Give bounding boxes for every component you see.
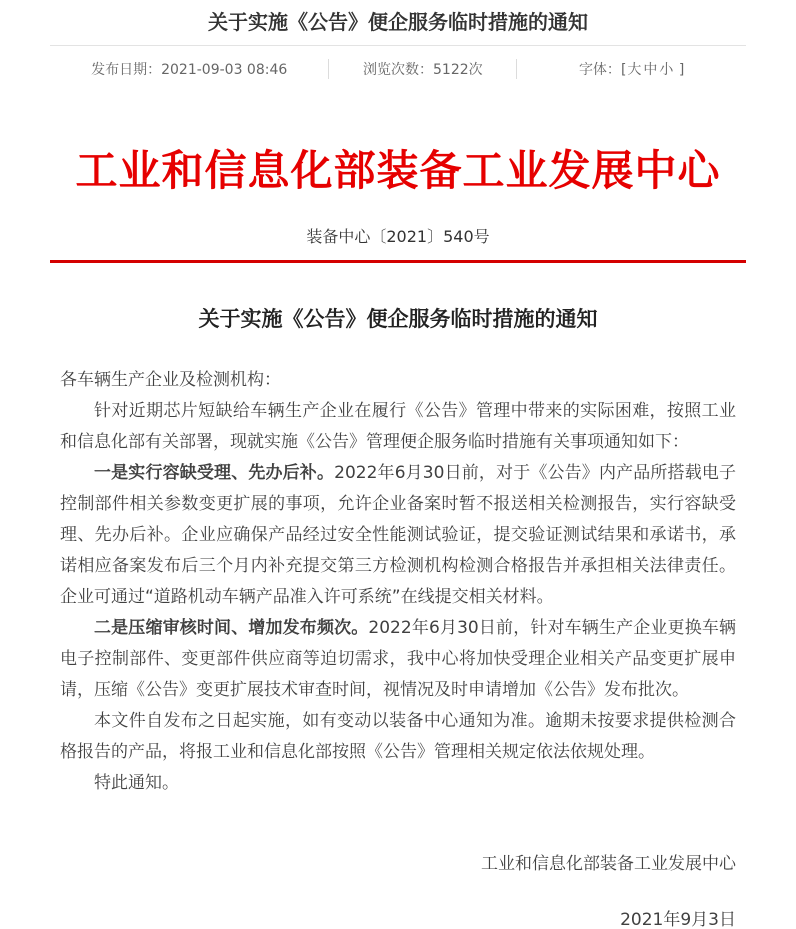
- publish-date-label: 发布日期：: [91, 62, 162, 78]
- signature-org: 工业和信息化部装备工业发展中心: [481, 854, 736, 874]
- view-count-label: 浏览次数：: [363, 62, 434, 78]
- font-size-bracket-close: ]: [674, 62, 685, 78]
- font-size-switcher: [516, 59, 746, 79]
- letterhead-org-title: 工业和信息化部装备工业发展中心: [75, 146, 721, 195]
- signature-block: [60, 849, 736, 929]
- font-size-option-large[interactable]: 大: [627, 62, 642, 78]
- paragraph-measure-2-lead: 二是压缩审核时间、增加发布频次。: [94, 618, 369, 638]
- publish-date-value: 2021-09-03 08:46: [161, 62, 288, 78]
- font-size-option-small[interactable]: 小: [659, 62, 674, 78]
- publish-date: [50, 59, 328, 79]
- font-size-label: 字体：: [578, 62, 621, 78]
- signature-date: 2021年9月3日: [620, 910, 736, 929]
- page-title: 关于实施《公告》便企服务临时措施的通知: [208, 10, 588, 34]
- document-title: 关于实施《公告》便企服务临时措施的通知: [198, 306, 598, 331]
- paragraph-measure-2-text: 2022年6月30日前，针对车辆生产企业更换车辆电子控制部件、变更部件供应商等迫切需求，我中心将加快受理企业相关产品变更扩展申请，压缩《公告》变更扩展技术审查时间，视情况及时申请增加《公告》发布批次。: [60, 618, 736, 700]
- salutation: 各车辆生产企业及检测机构：: [60, 370, 281, 390]
- paragraph-measure-1: [60, 458, 736, 613]
- document-body: [50, 365, 746, 929]
- official-document: [50, 143, 746, 929]
- meta-bar: [50, 46, 746, 91]
- paragraph-measure-1-text: 2022年6月30日前，对于《公告》内产品所搭载电子控制部件相关参数变更扩展的事项，允许企业备案时暂不报送相关检测报告，实行容缺受理、先办后补。企业应确保产品经过安全性能测试验证，提交验证测试结果和承诺书，承诺相应备案发布后三个月内补充提交第三方检测机构检测合格报告并承担相关法律责任。企业可通过“道路机动车辆产品准入许可系统”在线提交相关材料。: [60, 463, 737, 607]
- letterhead-red-rule: [50, 260, 746, 263]
- document-number: 装备中心〔2021〕540号: [306, 227, 490, 246]
- font-size-option-medium[interactable]: 中: [643, 62, 658, 78]
- paragraph-measure-1-lead: 一是实行容缺受理、先办后补。: [94, 463, 335, 483]
- view-count: [328, 59, 516, 79]
- view-count-value: 5122次: [433, 62, 483, 78]
- paragraph-intro: 针对近期芯片短缺给车辆生产企业在履行《公告》管理中带来的实际困难，按照工业和信息化部有关部署，现就实施《公告》管理便企服务临时措施有关事项通知如下：: [60, 401, 736, 452]
- paragraph-closing: 特此通知。: [94, 773, 179, 793]
- font-size-bracket-open: [: [620, 62, 627, 78]
- paragraph-measure-2: [60, 613, 736, 706]
- paragraph-effective: 本文件自发布之日起实施，如有变动以装备中心通知为准。逾期未按要求提供检测合格报告的产品，将报工业和信息化部按照《公告》管理相关规定依法依规处理。: [60, 711, 736, 762]
